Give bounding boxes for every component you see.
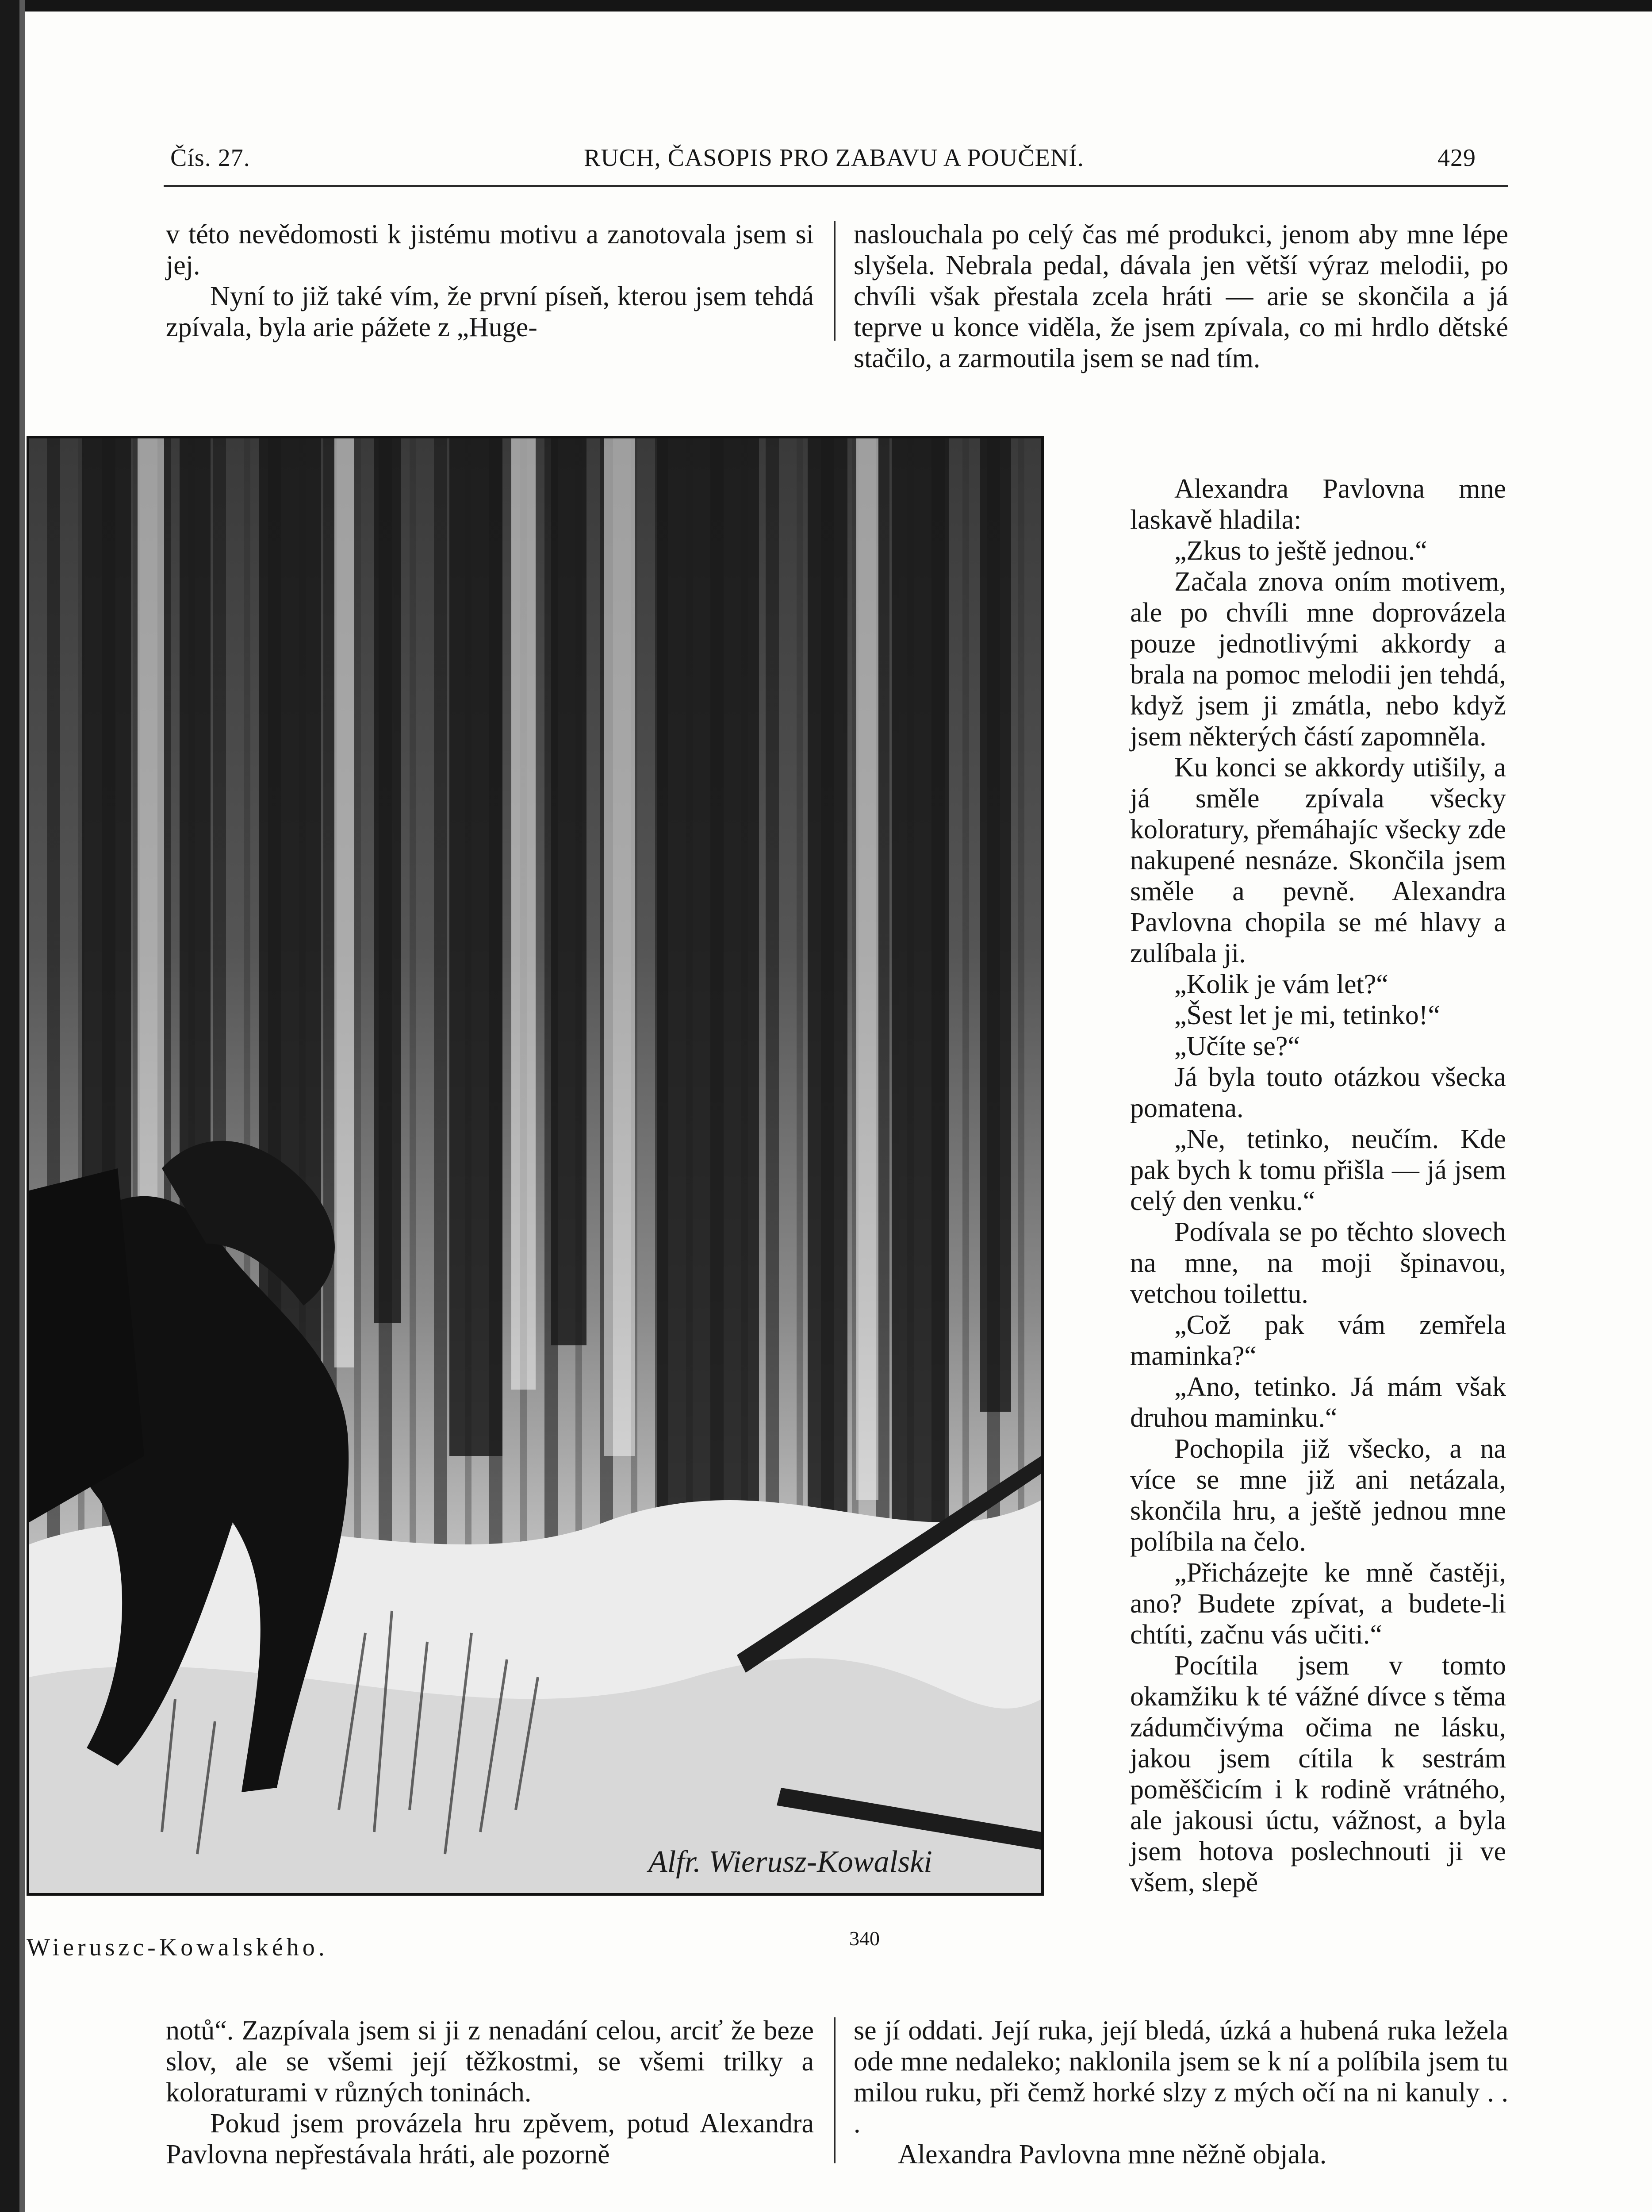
page-number: 429 <box>1437 144 1476 172</box>
header-rule <box>164 185 1508 187</box>
scan-left-edge-shadow <box>19 0 25 2212</box>
paragraph: „Což pak vám zemřela maminka?“ <box>1130 1310 1506 1371</box>
paragraph: „Učíte se?“ <box>1174 1031 1300 1061</box>
paragraph: Začala znova oním motivem, ale po chvíli mne doprovázela pouze jednotlivými akkordy a brala na pomoc melodii jen tehdá, když jsem ji zmátla, nebo když jsem některých částí zapomněla. <box>1130 567 1506 752</box>
right-column-bottom <box>854 2015 1508 2170</box>
paragraph: Nyní to již také vím, že první píseň, kterou jsem tehdá zpívala, byla arie pážete z „Huge- <box>166 281 814 342</box>
paragraph: naslouchala po celý čas mé produkci, jenom aby mne lépe slyšela. Nebrala pedal, dávala jen větší výraz melodii, po chvíli však přestala zcela hráti — arie se skončila a já teprve u konce viděla, že jsem zpívala, co mi hrdlo dětské stačilo, a zarmoutila jsem se nad tím. <box>854 219 1508 373</box>
paragraph: „Kolik je vám let?“ <box>1174 969 1388 999</box>
paragraph: se jí oddati. Její ruka, její bledá, úzká a hubená ruka ležela ode mne nedaleko; naklonila jsem se k ní a políbila jsem tu milou ruku, při čemž horké slzy z mých očí na ni kanuly . . . <box>854 2016 1508 2139</box>
paragraph: Pokud jsem provázela hru zpěvem, potud Alexandra Pavlovna nepřestávala hráti, ale pozorně <box>166 2108 814 2170</box>
illustration-number: 340 <box>849 1927 880 1950</box>
column-divider-bottom <box>834 2017 836 2163</box>
paragraph: „Ne, tetinko, neučím. Kde pak bych k tomu přišla — já jsem celý den venku.“ <box>1130 1124 1506 1216</box>
paragraph: „Zkus to ještě jednou.“ <box>1174 536 1427 566</box>
paragraph: Podívala se po těchto slovech na mne, na moji špinavou, vetchou toilettu. <box>1130 1217 1506 1309</box>
illustration-caption: Wieruszc-Kowalského. <box>27 1934 328 1961</box>
paragraph: Pochopila již všecko, a na více se mne již ani netázala, skončila hru, a ještě jednou mne políbila na čelo. <box>1130 1434 1506 1557</box>
paragraph: Pocítila jsem v tomto okamžiku k té vážné dívce s těma zádumčivýma očima ne lásku, jakou jsem cítila k sestrám poměščicím i k rodině vrátného, ale jakousi úctu, vážnost, a byla jsem hotova poslechnouti ji ve všem, slepě <box>1130 1651 1506 1897</box>
paragraph: Alexandra Pavlovna mne laskavě hladila: <box>1130 474 1506 535</box>
paragraph: „Šest let je mi, tetinko!“ <box>1174 1000 1440 1030</box>
paragraph: Alexandra Pavlovna mne něžně objala. <box>898 2139 1327 2170</box>
scan-top-edge <box>0 0 1652 12</box>
right-column-narrow <box>1130 473 1506 1898</box>
paragraph: „Přicházejte ke mně častěji, ano? Budete zpívat, a budete-li chtíti, začnu vás učiti.“ <box>1130 1558 1506 1650</box>
paragraph: „Ano, tetinko. Já mám však druhou maminku.“ <box>1130 1372 1506 1433</box>
paragraph: Já byla touto otázkou všecka pomatena. <box>1130 1062 1506 1123</box>
illustration-signature: Alfr. Wierusz-Kowalski <box>648 1845 932 1879</box>
left-column-bottom <box>166 2015 814 2170</box>
scan-left-edge <box>0 0 19 2212</box>
journal-title: RUCH, ČASOPIS PRO ZABAVU A POUČENÍ. <box>584 144 1084 172</box>
paragraph: v této nevědomosti k jistému motivu a zanotovala jsem si jej. <box>166 219 814 280</box>
illustration-forest-horse <box>27 436 1044 1896</box>
left-column-top <box>166 219 814 343</box>
engraving-drawing <box>29 438 1041 1893</box>
paragraph: Ku konci se akkordy utišily, a já směle zpívala všecky koloratury, přemáhajíc všecky zde nakupené nesnáze. Skončila jsem směle a pevně. Alexandra Pavlovna chopila se mé hlavy a zulíbala ji. <box>1130 753 1506 968</box>
issue-number: Čís. 27. <box>170 144 250 172</box>
paragraph: notů“. Zazpívala jsem si ji z nenadání celou, arciť že beze slov, ale se všemi její těžkostmi, se všemi trilky a koloraturami v různých toninách. <box>166 2016 814 2108</box>
right-column-start <box>854 219 1508 374</box>
column-divider-top <box>834 221 836 341</box>
